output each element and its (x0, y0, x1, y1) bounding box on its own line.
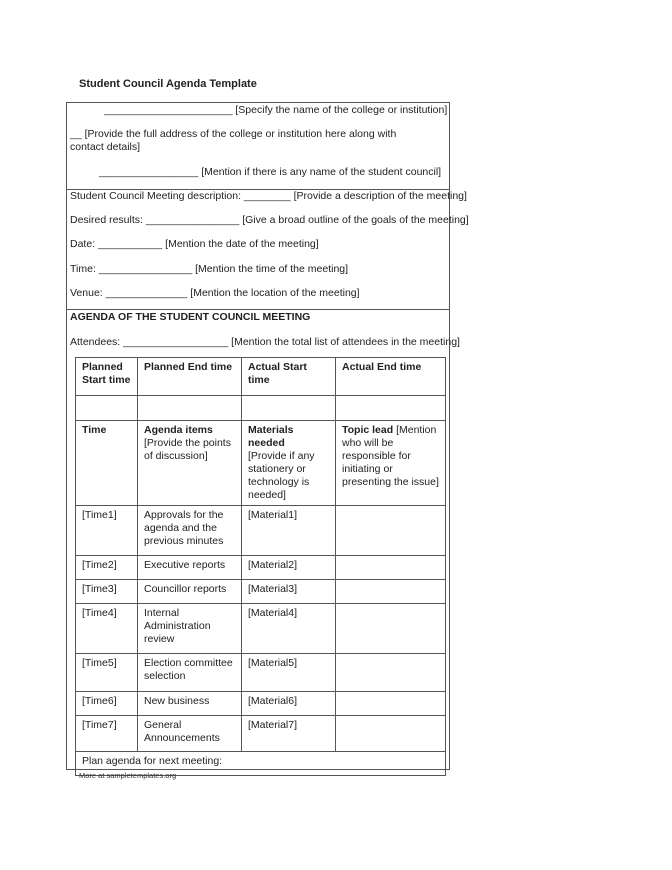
table-row (76, 716, 446, 752)
time-cell: [Time4] (76, 604, 138, 654)
topic-lead-cell[interactable] (336, 556, 446, 580)
agenda-form (66, 102, 469, 770)
council-name-line: _________________ [Mention if there is any name of the student council] (99, 166, 442, 178)
agenda-item-cell: Executive reports (138, 556, 242, 580)
topic-lead-cell[interactable] (336, 580, 446, 604)
next-meeting-cell[interactable]: Plan agenda for next meeting: (76, 752, 446, 776)
material-cell: [Material5] (242, 654, 336, 692)
table-row (76, 692, 446, 716)
planned-start-cell[interactable] (76, 396, 138, 421)
column-header-time: Time (76, 421, 138, 506)
agenda-item-cell: Approvals for the agenda and the previous minutes (138, 506, 242, 556)
material-cell: [Material1] (242, 506, 336, 556)
agenda-item-cell: Internal Administration review (138, 604, 242, 654)
material-cell: [Material4] (242, 604, 336, 654)
agenda-table (75, 357, 446, 776)
actual-start-cell[interactable] (242, 396, 336, 421)
desired-results-line: Desired results: ________________ [Give a broad outline of the goals of the meeting] (70, 214, 469, 226)
agenda-heading: AGENDA OF THE STUDENT COUNCIL MEETING (70, 311, 311, 323)
time-cell: [Time5] (76, 654, 138, 692)
footer-credit: More at sampletemplates.org (79, 771, 177, 780)
time-header-row (76, 358, 446, 396)
table-row (76, 580, 446, 604)
column-header-row (76, 421, 446, 506)
time-values-row (76, 396, 446, 421)
agenda-item-cell: General Announcements (138, 716, 242, 752)
agenda-item-cell: New business (138, 692, 242, 716)
column-header-agenda-items: Agenda items [Provide the points of discussion] (138, 421, 242, 506)
attendees-line: Attendees: __________________ [Mention the total list of attendees in the meeting] (70, 336, 460, 348)
table-row (76, 506, 446, 556)
topic-lead-cell[interactable] (336, 692, 446, 716)
address-line: __ [Provide the full address of the college or institution here along with contact details] (70, 128, 397, 153)
venue-line: Venue: ______________ [Mention the location of the meeting] (70, 287, 360, 299)
material-cell: [Material7] (242, 716, 336, 752)
meeting-description-line: Student Council Meeting description: ________ [Provide a description of the meeting] (70, 190, 467, 202)
topic-lead-cell[interactable] (336, 716, 446, 752)
time-line: Time: ________________ [Mention the time of the meeting] (70, 263, 349, 275)
material-cell: [Material2] (242, 556, 336, 580)
material-cell: [Material3] (242, 580, 336, 604)
topic-lead-cell[interactable] (336, 654, 446, 692)
time-cell: [Time2] (76, 556, 138, 580)
agenda-item-cell: Councillor reports (138, 580, 242, 604)
header-actual-end: Actual End time (336, 358, 446, 396)
divider (67, 309, 449, 310)
header-planned-start: Planned Start time (76, 358, 138, 396)
time-cell: [Time3] (76, 580, 138, 604)
table-row (76, 604, 446, 654)
actual-end-cell[interactable] (336, 396, 446, 421)
time-cell: [Time1] (76, 506, 138, 556)
table-row (76, 654, 446, 692)
column-header-materials: Materials needed [Provide if any stationery or technology is needed] (242, 421, 336, 506)
topic-lead-cell[interactable] (336, 506, 446, 556)
date-line: Date: ___________ [Mention the date of the meeting] (70, 238, 319, 250)
header-planned-end: Planned End time (138, 358, 242, 396)
material-cell: [Material6] (242, 692, 336, 716)
college-name-line: ______________________ [Specify the name of the college or institution] (104, 104, 448, 116)
table-row (76, 556, 446, 580)
topic-lead-cell[interactable] (336, 604, 446, 654)
column-header-topic-lead: Topic lead [Mention who will be responsible for initiating or presenting the issue] (336, 421, 446, 506)
time-cell: [Time7] (76, 716, 138, 752)
document-title: Student Council Agenda Template (79, 78, 257, 90)
planned-end-cell[interactable] (138, 396, 242, 421)
agenda-item-cell: Election committee selection (138, 654, 242, 692)
time-cell: [Time6] (76, 692, 138, 716)
header-actual-start: Actual Start time (242, 358, 336, 396)
